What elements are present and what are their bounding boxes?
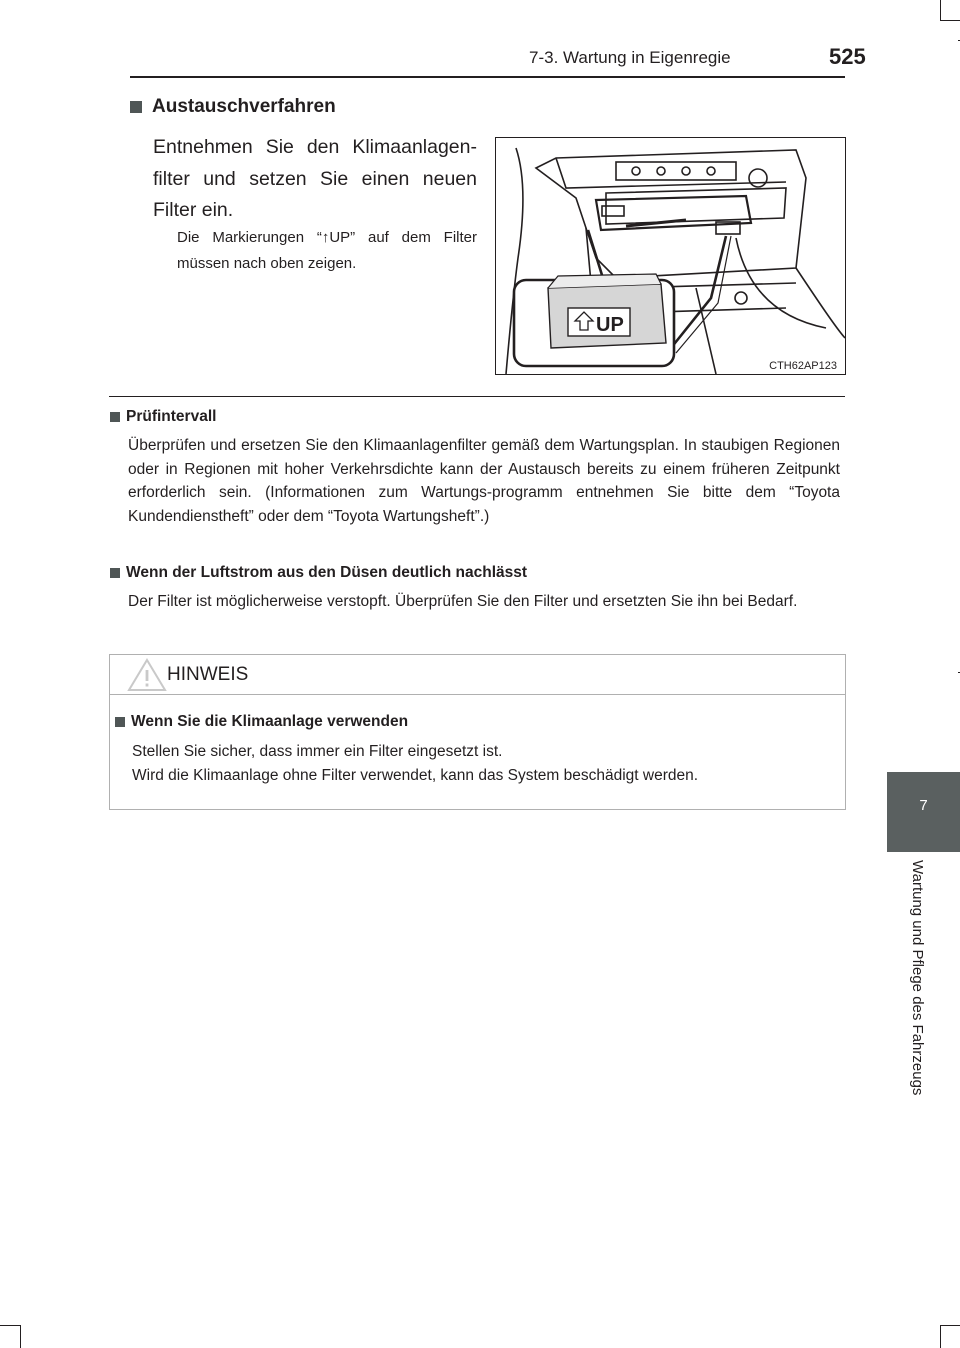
notice-heading	[115, 713, 408, 731]
notice-line-2: Wird die Klimaanlage ohne Filter verwendet, kann das System beschädigt werden.	[132, 766, 699, 784]
notice-text	[132, 740, 698, 787]
airflow-heading-text: Wenn der Luftstrom aus den Düsen deutlich nachlässt	[126, 564, 528, 581]
interval-heading-text: Prüfintervall	[126, 408, 217, 425]
airflow-text: Der Filter ist möglicherweise verstopft. Überprüfen Sie den Filter und ersetzten Sie ihn bei Bedarf.	[128, 593, 798, 610]
warning-triangle-icon	[127, 658, 167, 692]
illustration-code: CTH62AP123	[769, 360, 837, 372]
replacement-heading	[130, 96, 336, 118]
crop-mark	[0, 1325, 20, 1326]
crop-mark	[940, 20, 960, 21]
up-label: UP	[596, 314, 624, 336]
notice-title: HINWEIS	[167, 664, 249, 685]
filter-illustration	[495, 137, 846, 375]
notice-heading-text: Wenn Sie die Klimaanlage verwenden	[131, 713, 409, 730]
replacement-heading-text: Austauschverfahren	[152, 96, 336, 117]
interval-heading	[110, 408, 216, 426]
chapter-title: Wartung und Pflege des Fahrzeugs	[909, 860, 926, 1096]
header-section-title: 7-3. Wartung in Eigenregie	[529, 48, 731, 67]
filter-drawing	[496, 138, 845, 374]
square-bullet-icon	[115, 717, 125, 727]
chapter-tab[interactable]	[887, 772, 960, 852]
replacement-note: Die Markierungen “↑UP” auf dem Filter müssen nach oben zeigen.	[177, 229, 477, 272]
notice-box	[109, 654, 846, 810]
replacement-instruction: Entnehmen Sie den Klimaanlagen-filter und setzen Sie einen neuen Filter ein.	[153, 136, 477, 221]
crop-mark	[940, 0, 941, 20]
notice-header	[110, 655, 845, 695]
chapter-number: 7	[919, 797, 928, 814]
crop-mark	[20, 1325, 21, 1348]
interval-text: Überprüfen und ersetzen Sie den Klimaanlagenfilter gemäß dem Wartungsplan. In staubigen Regionen oder in Regionen mit hoher Verkehrsdichte kann der Austausch bereits zu einem früheren Zeitpunkt erforderlich sein. (Informationen zum Wartungs-programm entnehmen Sie bitte dem “Toyota Kundendienstheft” oder dem “Toyota Wartungsheft”.)	[128, 437, 840, 525]
section-divider	[109, 396, 845, 397]
square-bullet-icon	[110, 568, 120, 578]
page-number: 525	[829, 44, 866, 69]
notice-line-1: Stellen Sie sicher, dass immer ein Filter eingesetzt ist.	[132, 743, 503, 760]
square-bullet-icon	[110, 412, 120, 422]
square-bullet-icon	[130, 101, 142, 113]
crop-mark	[940, 1325, 960, 1326]
crop-mark	[940, 1325, 941, 1348]
airflow-heading	[110, 564, 527, 582]
header-divider	[130, 76, 845, 78]
